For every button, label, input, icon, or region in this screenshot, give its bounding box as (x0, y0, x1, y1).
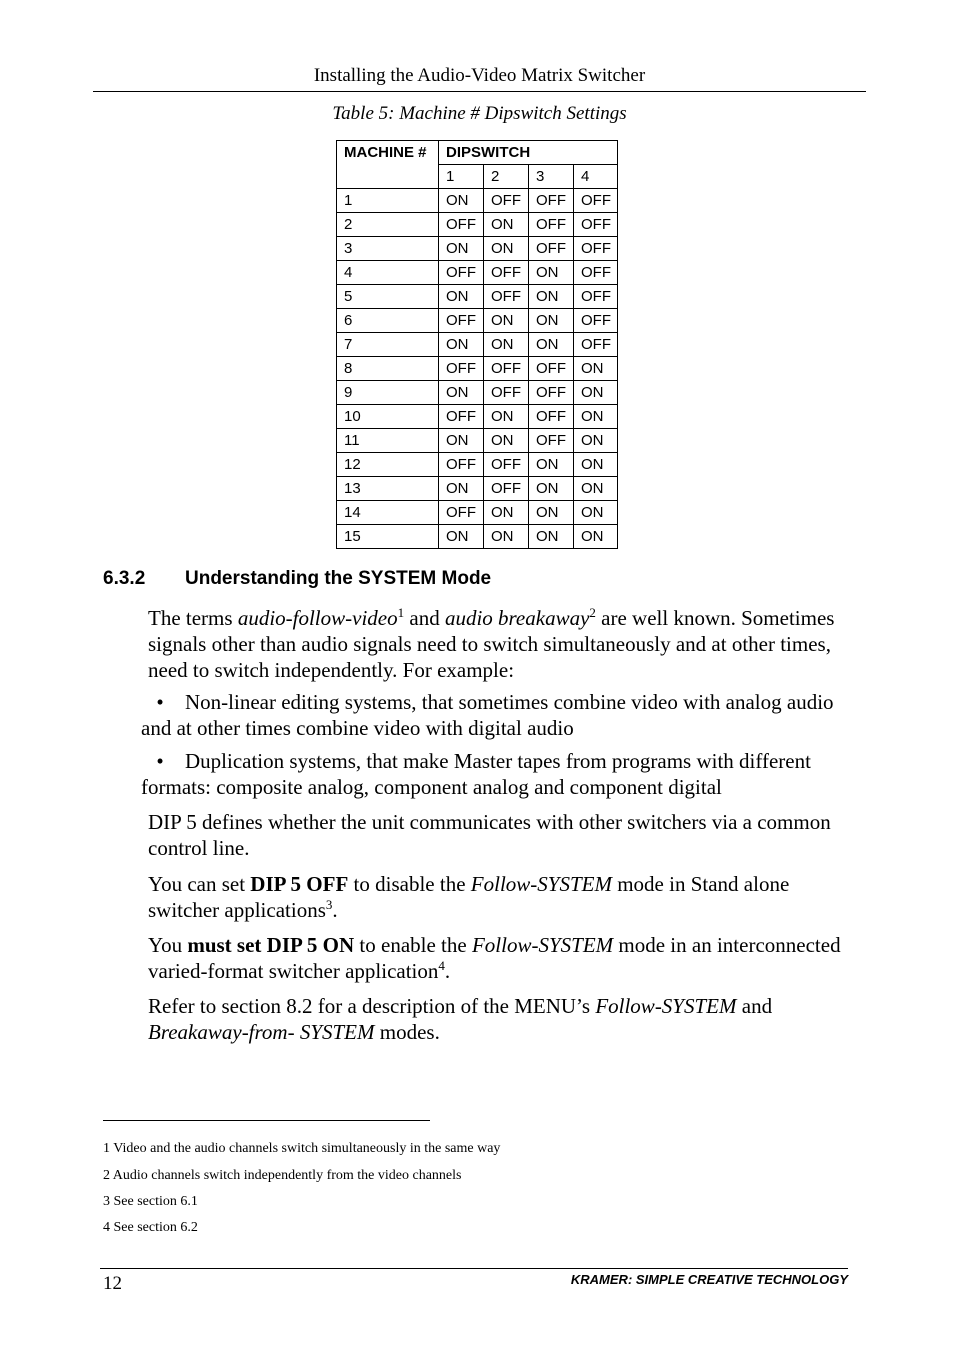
dipswitch-4-cell: ON (574, 405, 618, 429)
dipswitch-2-cell: OFF (484, 357, 529, 381)
term-breakaway-from-system: Breakaway-from- SYSTEM (148, 1020, 375, 1044)
dipswitch-2-cell: OFF (484, 453, 529, 477)
dipswitch-1-cell: OFF (439, 309, 484, 333)
table-row (337, 429, 618, 453)
machine-number-cell: 10 (337, 405, 439, 429)
footnote-ref-3: 3 (325, 897, 333, 912)
term-audio-follow-video: audio-follow-video (237, 606, 398, 630)
dipswitch-2-cell: ON (484, 429, 529, 453)
footnote-2: 2 Audio channels switch independently from the video channels (103, 1168, 462, 1183)
dipswitch-2-cell: OFF (484, 189, 529, 213)
footnote-ref-2: 2 (589, 605, 596, 620)
dipswitch-3-cell: OFF (529, 357, 574, 381)
bullet-text: Duplication systems, that make Master tapes from programs with different formats: composite analog, component analog and component digital (141, 749, 811, 799)
machine-number-cell: 8 (337, 357, 439, 381)
dipswitch-3-cell: ON (529, 453, 574, 477)
page-number: 12 (103, 1273, 122, 1294)
dipswitch-4-cell: ON (574, 453, 618, 477)
table-row (337, 405, 618, 429)
bold-dip5-off: DIP 5 OFF (250, 872, 349, 896)
dipswitch-4-cell: OFF (574, 237, 618, 261)
dipswitch-1-cell: ON (439, 189, 484, 213)
dipswitch-1-cell: OFF (439, 213, 484, 237)
header-rule (93, 91, 866, 92)
table-header-row (337, 141, 618, 165)
dipswitch-4-cell: OFF (574, 261, 618, 285)
footnote-1: 1 Video and the audio channels switch simultaneously in the same way (103, 1141, 501, 1156)
dipswitch-2-cell: OFF (484, 477, 529, 501)
table-row (337, 477, 618, 501)
switch-number-4: 4 (574, 165, 618, 189)
section-number: 6.3.2 (103, 568, 146, 589)
dipswitch-1-cell: OFF (439, 501, 484, 525)
footnote-4: 4 See section 6.2 (103, 1220, 198, 1235)
footnote-ref-1: 1 (397, 605, 405, 620)
bold-must-set-dip5-on: must set DIP 5 ON (187, 933, 355, 957)
bullet-text: Non-linear editing systems, that sometimes combine video with analog audio and at other times combine video with digital audio (141, 690, 834, 740)
bullet-item-2 (141, 748, 863, 800)
dipswitch-1-cell: ON (439, 333, 484, 357)
dipswitch-2-cell: ON (484, 237, 529, 261)
machine-number-cell: 6 (337, 309, 439, 333)
dipswitch-3-cell: OFF (529, 189, 574, 213)
dipswitch-1-cell: ON (439, 237, 484, 261)
footnote-3: 3 See section 6.1 (103, 1194, 198, 1209)
bullet-glyph: • (156, 690, 164, 714)
switch-number-2: 2 (484, 165, 529, 189)
machine-number-cell: 7 (337, 333, 439, 357)
running-header: Installing the Audio-Video Matrix Switcher (313, 65, 646, 86)
text: modes. (374, 1020, 440, 1044)
dipswitch-2-cell: OFF (484, 285, 529, 309)
dipswitch-1-cell: OFF (439, 453, 484, 477)
table-row (337, 189, 618, 213)
term-follow-system: Follow-SYSTEM (470, 872, 612, 896)
dipswitch-4-cell: OFF (574, 285, 618, 309)
dipswitch-1-cell: ON (439, 381, 484, 405)
dipswitch-2-cell: OFF (484, 261, 529, 285)
text: mode in an interconnected varied-format switcher application (148, 933, 841, 983)
machine-number-cell: 13 (337, 477, 439, 501)
dipswitch-4-cell: OFF (574, 213, 618, 237)
dipswitch-3-cell: OFF (529, 381, 574, 405)
table-row (337, 357, 618, 381)
machine-number-cell: 11 (337, 429, 439, 453)
dipswitch-4-cell: ON (574, 477, 618, 501)
table-row (337, 261, 618, 285)
table-row (337, 453, 618, 477)
dipswitch-3-cell: OFF (529, 213, 574, 237)
table-row (337, 381, 618, 405)
paragraph-dip5: DIP 5 defines whether the unit communicates with other switchers via a common control line. (148, 810, 831, 860)
switch-number-3: 3 (529, 165, 574, 189)
dipswitch-4-cell: OFF (574, 309, 618, 333)
text: to enable the (354, 933, 472, 957)
table-row (337, 525, 618, 549)
dipswitch-4-cell: ON (574, 357, 618, 381)
text: . (444, 959, 451, 983)
switch-number-1: 1 (439, 165, 484, 189)
machine-number-cell: 4 (337, 261, 439, 285)
dipswitch-3-cell: ON (529, 501, 574, 525)
dipswitch-3-cell: ON (529, 477, 574, 501)
paragraph-refer (148, 993, 863, 1045)
paragraph-intro (148, 605, 863, 683)
dipswitch-2-cell: ON (484, 405, 529, 429)
dipswitch-settings-table (336, 140, 618, 549)
machine-number-cell: 3 (337, 237, 439, 261)
machine-number-cell: 15 (337, 525, 439, 549)
term-audio-breakaway: audio breakaway (444, 606, 590, 630)
dipswitch-3-cell: ON (529, 333, 574, 357)
text: You can set (148, 872, 251, 896)
table-row (337, 501, 618, 525)
machine-number-cell: 9 (337, 381, 439, 405)
footer-rule (100, 1268, 848, 1269)
dipswitch-4-cell: ON (574, 429, 618, 453)
dipswitch-3-cell: ON (529, 309, 574, 333)
table-row (337, 309, 618, 333)
bullet-item-1 (141, 689, 863, 741)
dipswitch-3-cell: OFF (529, 237, 574, 261)
table-row (337, 333, 618, 357)
dipswitch-3-cell: ON (529, 525, 574, 549)
text: are well known. Sometimes signals other than audio signals need to switch simultaneously and at other times, need to switch independently. For example: (148, 606, 835, 682)
paragraph-dip5-off (148, 871, 863, 923)
text: You (148, 933, 188, 957)
section-title: Understanding the SYSTEM Mode (185, 568, 492, 589)
text: and (736, 994, 773, 1018)
machine-number-cell: 14 (337, 501, 439, 525)
dipswitch-2-cell: ON (484, 333, 529, 357)
dipswitch-3-cell: OFF (529, 429, 574, 453)
dipswitch-1-cell: ON (439, 477, 484, 501)
section-heading (103, 567, 491, 591)
dipswitch-4-cell: ON (574, 501, 618, 525)
dipswitch-1-cell: ON (439, 525, 484, 549)
term-follow-system: Follow-SYSTEM (471, 933, 614, 957)
text: The terms (148, 606, 238, 630)
dipswitch-2-cell: ON (484, 525, 529, 549)
bullet-glyph: • (156, 749, 164, 773)
machine-number-cell: 2 (337, 213, 439, 237)
dipswitch-3-cell: OFF (529, 405, 574, 429)
dipswitch-1-cell: OFF (439, 405, 484, 429)
dipswitch-4-cell: OFF (574, 333, 618, 357)
table-row (337, 237, 618, 261)
machine-number-cell: 5 (337, 285, 439, 309)
dipswitch-4-cell: ON (574, 381, 618, 405)
text: . (332, 898, 338, 922)
dipswitch-4-cell: OFF (574, 189, 618, 213)
dipswitch-1-cell: ON (439, 285, 484, 309)
dipswitch-1-cell: OFF (439, 261, 484, 285)
footnote-ref-4: 4 (438, 958, 445, 973)
term-follow-system: Follow-SYSTEM (595, 994, 737, 1018)
dipswitch-1-cell: OFF (439, 357, 484, 381)
machine-number-cell: 12 (337, 453, 439, 477)
text: and (404, 606, 445, 630)
text: mode in Stand alone switcher applications (148, 872, 790, 922)
table-row (337, 213, 618, 237)
dipswitch-3-cell: ON (529, 261, 574, 285)
footnote-rule (103, 1120, 430, 1121)
header-machine: MACHINE # (337, 141, 439, 165)
machine-number-cell: 1 (337, 189, 439, 213)
table-subheader-row (337, 165, 618, 189)
dipswitch-3-cell: ON (529, 285, 574, 309)
dipswitch-2-cell: ON (484, 501, 529, 525)
header-dipswitch: DIPSWITCH (439, 141, 618, 165)
dipswitch-4-cell: ON (574, 525, 618, 549)
footer-brand: KRAMER: SIMPLE CREATIVE TECHNOLOGY (570, 1272, 848, 1287)
dipswitch-2-cell: ON (484, 309, 529, 333)
table-caption: Table 5: Machine # Dipswitch Settings (332, 103, 627, 124)
table-row (337, 285, 618, 309)
dipswitch-2-cell: ON (484, 213, 529, 237)
header-machine-blank (337, 165, 439, 189)
paragraph-dip5-on (148, 932, 863, 984)
dipswitch-2-cell: OFF (484, 381, 529, 405)
dipswitch-1-cell: ON (439, 429, 484, 453)
text: to disable the (348, 872, 471, 896)
text: Refer to section 8.2 for a description of the MENU’s (148, 994, 596, 1018)
